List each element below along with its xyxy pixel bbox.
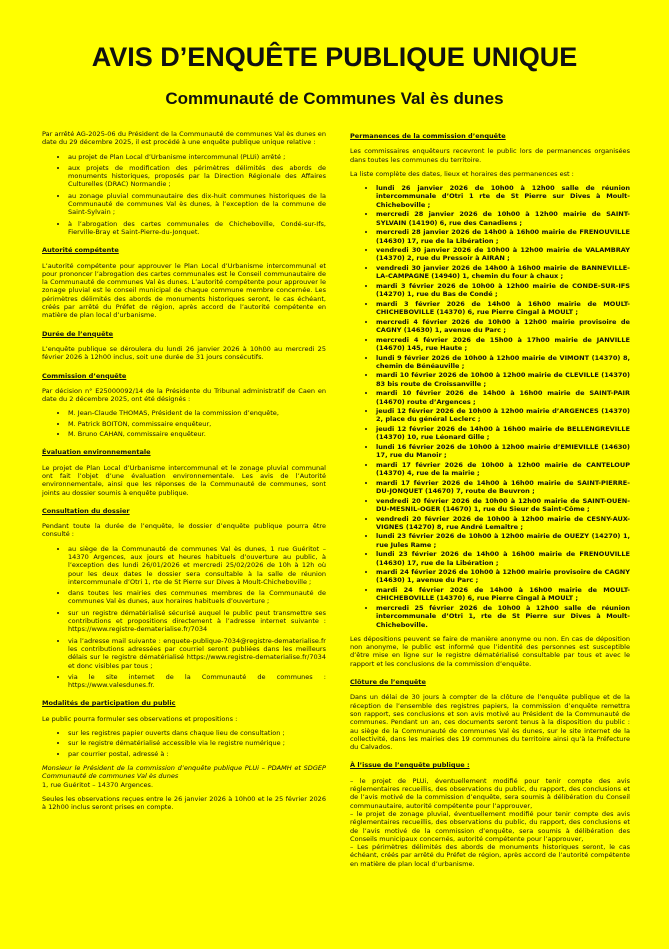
list-item: • jeudi 12 février 2026 de 14h00 à 16h00 mairie de BELLENGREVILLE (14370) 10, rue Léonard Gille ; xyxy=(376,425,630,442)
closing-paragraph: Seules les observations reçues entre le 26 janvier 2026 à 10h00 et le 25 février 2026 à 12h00 inclus seront prises en compte. xyxy=(42,794,326,812)
enquiry-objects-list xyxy=(42,153,326,237)
list-item: • vendredi 20 février 2026 de 10h00 à 12h00 mairie de CESNY-AUX-VIGNES (14270) 8, rue André Lemaître ; xyxy=(376,515,630,532)
page-title: AVIS D’ENQUÊTE PUBLIQUE UNIQUE xyxy=(91,42,578,72)
section-heading-consultation: Consultation du dossier xyxy=(42,506,130,515)
list-item: • sur un registre dématérialisé sécurisé auquel le public peut transmettre ses contributions et propositions directement à l’adresse internet suivante : https://www.registre-dematerialise.fr/7034 xyxy=(68,609,326,634)
list-item: • mercredi 4 février 2026 de 10h00 à 12h00 mairie provisoire de CAGNY (14630) 1, avenue du Parc ; xyxy=(376,318,630,335)
section-heading-commission: Commission d’enquête xyxy=(42,371,127,380)
list-item: • par courrier postal, adressé à : xyxy=(68,750,326,758)
list-item: • mercredi 28 janvier 2026 de 14h00 à 16h00 mairie de FRENOUVILLE (14630) 17, rue de la Libération ; xyxy=(376,228,630,245)
list-item: • vendredi 30 janvier 2026 de 10h00 à 12h00 mairie de VALAMBRAY (14370) 2, rue du Pressoir à AIRAN ; xyxy=(376,246,630,263)
permanences-intro: Les commissaires enquêteurs recevront le public lors de permanences organisées dans toutes les communes du territoire. xyxy=(350,147,630,164)
section-heading-cloture: Clôture de l’enquête xyxy=(350,678,426,687)
autorite-paragraph: L’autorité compétente pour approuver le Plan Local d’Urbanisme intercommunal et pour prononcer l’abrogation des cartes communales est le Conseil communautaire de la Communauté de communes Val ès dunes. L’autorité compétente pour approuver le zonage pluvial est le conseil municipal de chaque commune membre concernée. Les périmètres délimités des abords de monuments historiques seront, le cas échéant, créés par arrêté du Préfet de région, après accord de l’autorité compétente en matière de plan local d’urbanisme. xyxy=(42,261,326,320)
list-item: • au zonage pluvial communautaire des dix-huit communes historiques de la Communauté de communes Val ès dunes, à l’exception de la commune de Saint-Sylvain ; xyxy=(68,192,326,217)
permanences-list-intro: La liste complète des dates, lieux et horaires des permanences est : xyxy=(350,169,574,178)
list-item: • M. Jean-Claude THOMAS, Président de la commission d’enquête, xyxy=(68,409,326,417)
depositions-paragraph: Les dépositions peuvent se faire de manière anonyme ou non. En cas de déposition non anonyme, le public est informé que l’identité des personnes est susceptible d’être mise en ligne sur le registre dématérialisé consultable par tous et avec le rapport et les conclusions de la commission d’enquête. xyxy=(350,634,630,668)
duree-paragraph: L’enquête publique se déroulera du lundi 26 janvier 2026 à 10h00 au mercredi 25 février 2026 à 12h00 inclus, soit une durée de 31 jours consécutifs. xyxy=(42,344,326,362)
left-column xyxy=(42,130,326,817)
section-heading-autorite: Autorité compétente xyxy=(42,246,119,255)
list-item: • mercredi 25 février 2026 de 10h00 à 12h00 salle de réunion intercommunale d’Otri 1, rte de St Pierre sur Dives à Moult-Chicheboville. xyxy=(376,604,630,629)
list-item: • mardi 24 février 2026 de 14h00 à 16h00 mairie de MOULT-CHICHEBOVILLE (14370) 6, rue Pierre Cingal à MOULT ; xyxy=(376,586,630,603)
list-item: • via l’adresse mail suivante : enquete-publique-7034@registre-dematerialise.fr les contributions adressées par courriel seront publiées dans les meilleurs délais sur le registre dématérialisé https://www.registre-dematerialise.fr/7034 et donc visibles par tous ; xyxy=(68,637,326,670)
issue-item-perimetres: – Les périmètres délimités des abords de monuments historiques seront, le cas échéant, créés par arrêté du Préfet de région, après accord de l’autorité compétente en matière de plan local d’urbanisme. xyxy=(350,843,630,868)
list-item: • mardi 3 février 2026 de 10h00 à 12h00 mairie de CONDE-SUR-IFS (14270) 1, rue du Bas de Condé ; xyxy=(376,282,630,299)
section-heading-permanences: Permanences de la commission d’enquête xyxy=(350,132,506,140)
list-item: • mardi 10 février 2026 de 14h00 à 16h00 mairie de SAINT-PAIR (14670) route d’Argences ; xyxy=(376,389,630,406)
commission-members-list xyxy=(42,409,326,438)
list-item: • mardi 17 février 2026 de 10h00 à 12h00 mairie de CANTELOUP (14370) 4, rue de la mairie ; xyxy=(376,461,630,478)
list-item: • mercredi 4 février 2026 de 15h00 à 17h00 mairie de JANVILLE (14670) 145, rue Haute ; xyxy=(376,336,630,353)
list-item: • mardi 3 février 2026 de 14h00 à 16h00 mairie de MOULT-CHICHEBOVILLE (14370) 6, rue Pierre Cingal à MOULT ; xyxy=(376,300,630,317)
list-item: • lundi 23 février 2026 de 10h00 à 12h00 mairie de OUEZY (14270) 1, rue Jules Rame ; xyxy=(376,532,630,549)
issue-item-plui: – le projet de PLUi, éventuellement modifié pour tenir compte des avis réglementaires recueillis, des observations du public, du rapport, des conclusions et de l’avis motivé de la commission d’enquête, sera soumis à délibération du Conseil communautaire, autorité compétente pour l’approuver, xyxy=(350,776,630,810)
list-item: • lundi 26 janvier 2026 de 10h00 à 12h00 salle de réunion intercommunale d’Otri 1 rte de St Pierre sur Dives à Moult-Chicheboville ; xyxy=(376,184,630,209)
list-item: • dans toutes les mairies des communes membres de la Communauté de communes Val ès dunes, aux horaires habituels d’ouverture ; xyxy=(68,589,326,606)
postal-address: Monsieur le Président de la commission d’enquête publique PLUi – PDAMH et SDGEP Communauté de communes Val ès dunes xyxy=(42,763,326,781)
postal-address-line2: 1, rue Guéritot – 14370 Argences. xyxy=(42,780,154,789)
list-item: • à l’abrogation des cartes communales de Chicheboville, Condé-sur-Ifs, Fierville-Bray et Saint-Pierre-du-Jonquet. xyxy=(68,220,326,237)
list-item: • vendredi 30 janvier 2026 de 14h00 à 16h00 mairie de BANNEVILLE-LA-CAMPAGNE (14940) 1, chemin du four à chaux ; xyxy=(376,264,630,281)
list-item: • vendredi 20 février 2026 de 10h00 à 12h00 mairie de SAINT-OUEN-DU-MESNIL-OGER (14670) 1, rue du Sieur de Saint-Côme ; xyxy=(376,497,630,514)
issue-item-zonage: – le projet de zonage pluvial, éventuellement modifié pour tenir compte des avis réglementaires recueillis, des observations du public, du rapport, des conclusions et de l’avis motivé de la commission d’enquête, sera soumis à délibération des Conseils municipaux concernés, autorité compétente pour l’approuver, xyxy=(350,809,630,843)
list-item: • lundi 9 février 2026 de 10h00 à 12h00 mairie de VIMONT (14370) 8, chemin de Bénéauville ; xyxy=(376,354,630,371)
page-subtitle: Communauté de Communes Val ès dunes xyxy=(165,89,504,108)
list-item: • mardi 17 février 2026 de 14h00 à 16h00 mairie de SAINT-PIERRE-DU-JONQUET (14670) 7, route de Beuvron ; xyxy=(376,479,630,496)
intro-paragraph: Par arrêté AG-2025-06 du Président de la Communauté de communes Val ès dunes en date du 29 décembre 2025, il est procédé à une enquête publique unique relative : xyxy=(42,130,326,147)
section-heading-duree: Durée de l’enquête xyxy=(42,329,114,338)
commission-paragraph: Par décision n° E25000092/14 de la Présidente du Tribunal administratif de Caen en date du 2 décembre 2025, ont été désignés : xyxy=(42,386,326,404)
list-item: • jeudi 12 février 2026 de 10h00 à 12h00 mairie d’ARGENCES (14370) 2, place du général Leclerc ; xyxy=(376,407,630,424)
section-heading-issue: À l’issue de l’enquête publique : xyxy=(350,761,470,770)
right-column xyxy=(350,130,630,874)
list-item: • M. Patrick BOITON, commissaire enquêteur, xyxy=(68,420,326,428)
list-item: • sur le registre dématérialisé accessible via le registre numérique ; xyxy=(68,739,326,747)
modalites-paragraph: Le public pourra formuler ses observations et propositions : xyxy=(42,714,238,723)
list-item: • M. Bruno CAHAN, commissaire enquêteur. xyxy=(68,430,326,438)
list-item: • via le site internet de la Communauté de communes : https://www.valesdunes.fr. xyxy=(68,673,326,690)
list-item: • au siège de la Communauté de communes Val ès dunes, 1 rue Guéritot – 14370 Argences, aux jours et heures habituels d’ouverture au public, à l’exception des lundi 26/01/2026 et mercredi 25/02/2026 de 10h à 12h où pour les deux dates le dossier sera consultable à la salle de réunion intercommunale d’Otri 1, rte de St Pierre sur Dives à Moult-Chicheboville ; xyxy=(68,545,326,586)
list-item: • lundi 16 février 2026 de 10h00 à 12h00 mairie d’EMIEVILLE (14630) 17, rue du Manoir ; xyxy=(376,443,630,460)
section-heading-modalites: Modalités de participation du public xyxy=(42,699,176,708)
cloture-paragraph: Dans un délai de 30 jours à compter de la clôture de l’enquête publique et de la réception de l’ensemble des registres papiers, la commission d’enquête remettra son rapport, ses conclusions et son avis motivé au Président de la Communauté de communes. Pendant un an, ces documents seront tenus à la disposition du public : au siège de la Communauté de communes Val ès dunes, sur le site internet de la collectivité, dans les mairies des 19 communes du territoire ainsi qu’à la Préfecture du Calvados. xyxy=(350,693,630,752)
list-item: • aux projets de modification des périmètres délimités des abords de monuments historiques, proposés par la Direction Régionale des Affaires Culturelles (DRAC) Normandie ; xyxy=(68,164,326,189)
list-item: • mardi 24 février 2026 de 10h00 à 12h00 mairie provisoire de CAGNY (14630) 1, avenue du Parc ; xyxy=(376,568,630,585)
modalites-list xyxy=(42,729,326,758)
evaluation-paragraph: Le projet de Plan Local d’Urbanisme intercommunal et le zonage pluvial communal ont fait l’objet d’une évaluation environnementale. Les avis de l’Autorité environnementale, ainsi que les réponses de la Communauté de communes, sont joints au dossier soumis à enquête publique. xyxy=(42,463,326,497)
list-item: • sur les registres papier ouverts dans chaque lieu de consultation ; xyxy=(68,729,326,737)
permanences-list xyxy=(350,184,630,629)
list-item: • mercredi 28 janvier 2026 de 10h00 à 12h00 mairie de SAINT-SYLVAIN (14190) 6, rue des Canadiens ; xyxy=(376,210,630,227)
list-item: • au projet de Plan Local d’Urbanisme intercommunal (PLUi) arrêté ; xyxy=(68,153,326,161)
section-heading-evaluation: Évaluation environnementale xyxy=(42,448,151,457)
consultation-list xyxy=(42,545,326,690)
list-item: • mardi 10 février 2026 de 10h00 à 12h00 mairie de CLEVILLE (14370) 83 bis route de Croissanville ; xyxy=(376,371,630,388)
list-item: • lundi 23 février 2026 de 14h00 à 16h00 mairie de FRENOUVILLE (14630) 17, rue de la Libération ; xyxy=(376,550,630,567)
consultation-paragraph: Pendant toute la durée de l’enquête, le dossier d’enquête publique pourra être consulté : xyxy=(42,522,326,539)
